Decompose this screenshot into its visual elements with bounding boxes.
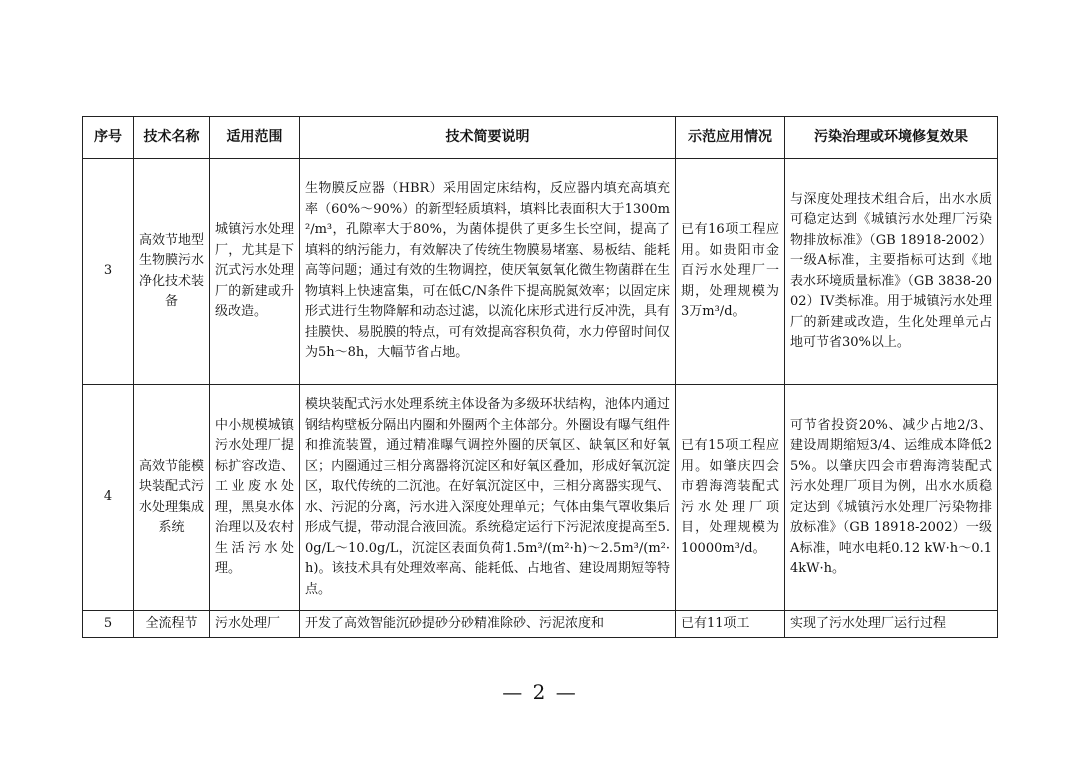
row-no: 5 <box>83 611 134 638</box>
row-name: 全流程节 <box>134 611 210 638</box>
row-demo: 已有16项工程应用。如贵阳市金百污水处理厂一期，处理规模为3万m³/d。 <box>676 159 785 385</box>
header-scope: 适用范围 <box>210 117 300 159</box>
row-effect: 可节省投资20%、减少占地2/3、建设周期缩短3/4、运维成本降低25%。以肇庆四会市碧海湾装配式污水处理厂项目为例，出水水质稳定达到《城镇污水处理厂污染物排放标准》（GB 18918-2002）一级A标准，吨水电耗0.12 kW·h～0.14kW·h。 <box>785 385 998 611</box>
table-row <box>83 385 998 611</box>
row-name: 高效节能模块装配式污水处理集成系统 <box>134 385 210 611</box>
table-header-row <box>83 117 998 159</box>
row-desc: 开发了高效智能沉砂提砂分砂精准除砂、污泥浓度和 <box>300 611 676 638</box>
row-effect: 与深度处理技术组合后，出水水质可稳定达到《城镇污水处理厂污染物排放标准》（GB 18918-2002）一级A标准，主要指标可达到《地表水环境质量标准》（GB 3838-2002）IV类标准。用于城镇污水处理厂的新建或改造，生化处理单元占地可节省30%以上。 <box>785 159 998 385</box>
header-name: 技术名称 <box>134 117 210 159</box>
row-desc: 生物膜反应器（HBR）采用固定床结构，反应器内填充高填充率（60%～90%）的新型轻质填料，填料比表面积大于1300m²/m³，孔隙率大于80%，为菌体提供了更多生长空间，提高了填料的纳污能力，有效解决了传统生物膜易堵塞、易板结、能耗高等问题；通过有效的生物调控，使厌氧氨氧化微生物菌群在生物填料上快速富集，可在低C/N条件下提高脱氮效率；以固定床形式进行生物降解和动态过滤，以流化床形式进行反冲洗，具有挂膜快、易脱膜的特点，可有效提高容积负荷，水力停留时间仅为5h～8h，大幅节省占地。 <box>300 159 676 385</box>
technology-table <box>82 116 998 638</box>
header-desc: 技术简要说明 <box>300 117 676 159</box>
header-demo: 示范应用情况 <box>676 117 785 159</box>
page-number: — 2 — <box>502 680 578 704</box>
header-effect: 污染治理或环境修复效果 <box>785 117 998 159</box>
row-no: 4 <box>83 385 134 611</box>
row-name: 高效节地型生物膜污水净化技术装备 <box>134 159 210 385</box>
row-scope: 污水处理厂 <box>210 611 300 638</box>
table-row <box>83 611 998 638</box>
table-row <box>83 159 998 385</box>
header-no: 序号 <box>83 117 134 159</box>
row-scope: 中小规模城镇污水处理厂提标扩容改造、工业废水处理，黑臭水体治理以及农村生活污水处理。 <box>210 385 300 611</box>
row-demo: 已有15项工程应用。如肇庆四会市碧海湾装配式污水处理厂项目，处理规模为10000m³/d。 <box>676 385 785 611</box>
row-scope: 城镇污水处理厂，尤其是下沉式污水处理厂的新建或升级改造。 <box>210 159 300 385</box>
row-no: 3 <box>83 159 134 385</box>
row-effect: 实现了污水处理厂运行过程 <box>785 611 998 638</box>
row-demo: 已有11项工 <box>676 611 785 638</box>
row-desc: 模块装配式污水处理系统主体设备为多级环状结构，池体内通过钢结构壁板分隔出内圈和外圈两个主体部分。外圈设有曝气组件和推流装置，通过精准曝气调控外圈的厌氧区、缺氧区和好氧区；内圈通过三相分离器将沉淀区和好氧区叠加，形成好氧沉淀区，取代传统的二沉池。在好氧沉淀区中，三相分离器实现气、水、污泥的分离，污水进入深度处理单元；气体由集气罩收集后形成气提，带动混合液回流。系统稳定运行下污泥浓度提高至5.0g/L～10.0g/L，沉淀区表面负荷1.5m³/(m²·h)～2.5m³/(m²·h)。该技术具有处理效率高、能耗低、占地省、建设周期短等特点。 <box>300 385 676 611</box>
